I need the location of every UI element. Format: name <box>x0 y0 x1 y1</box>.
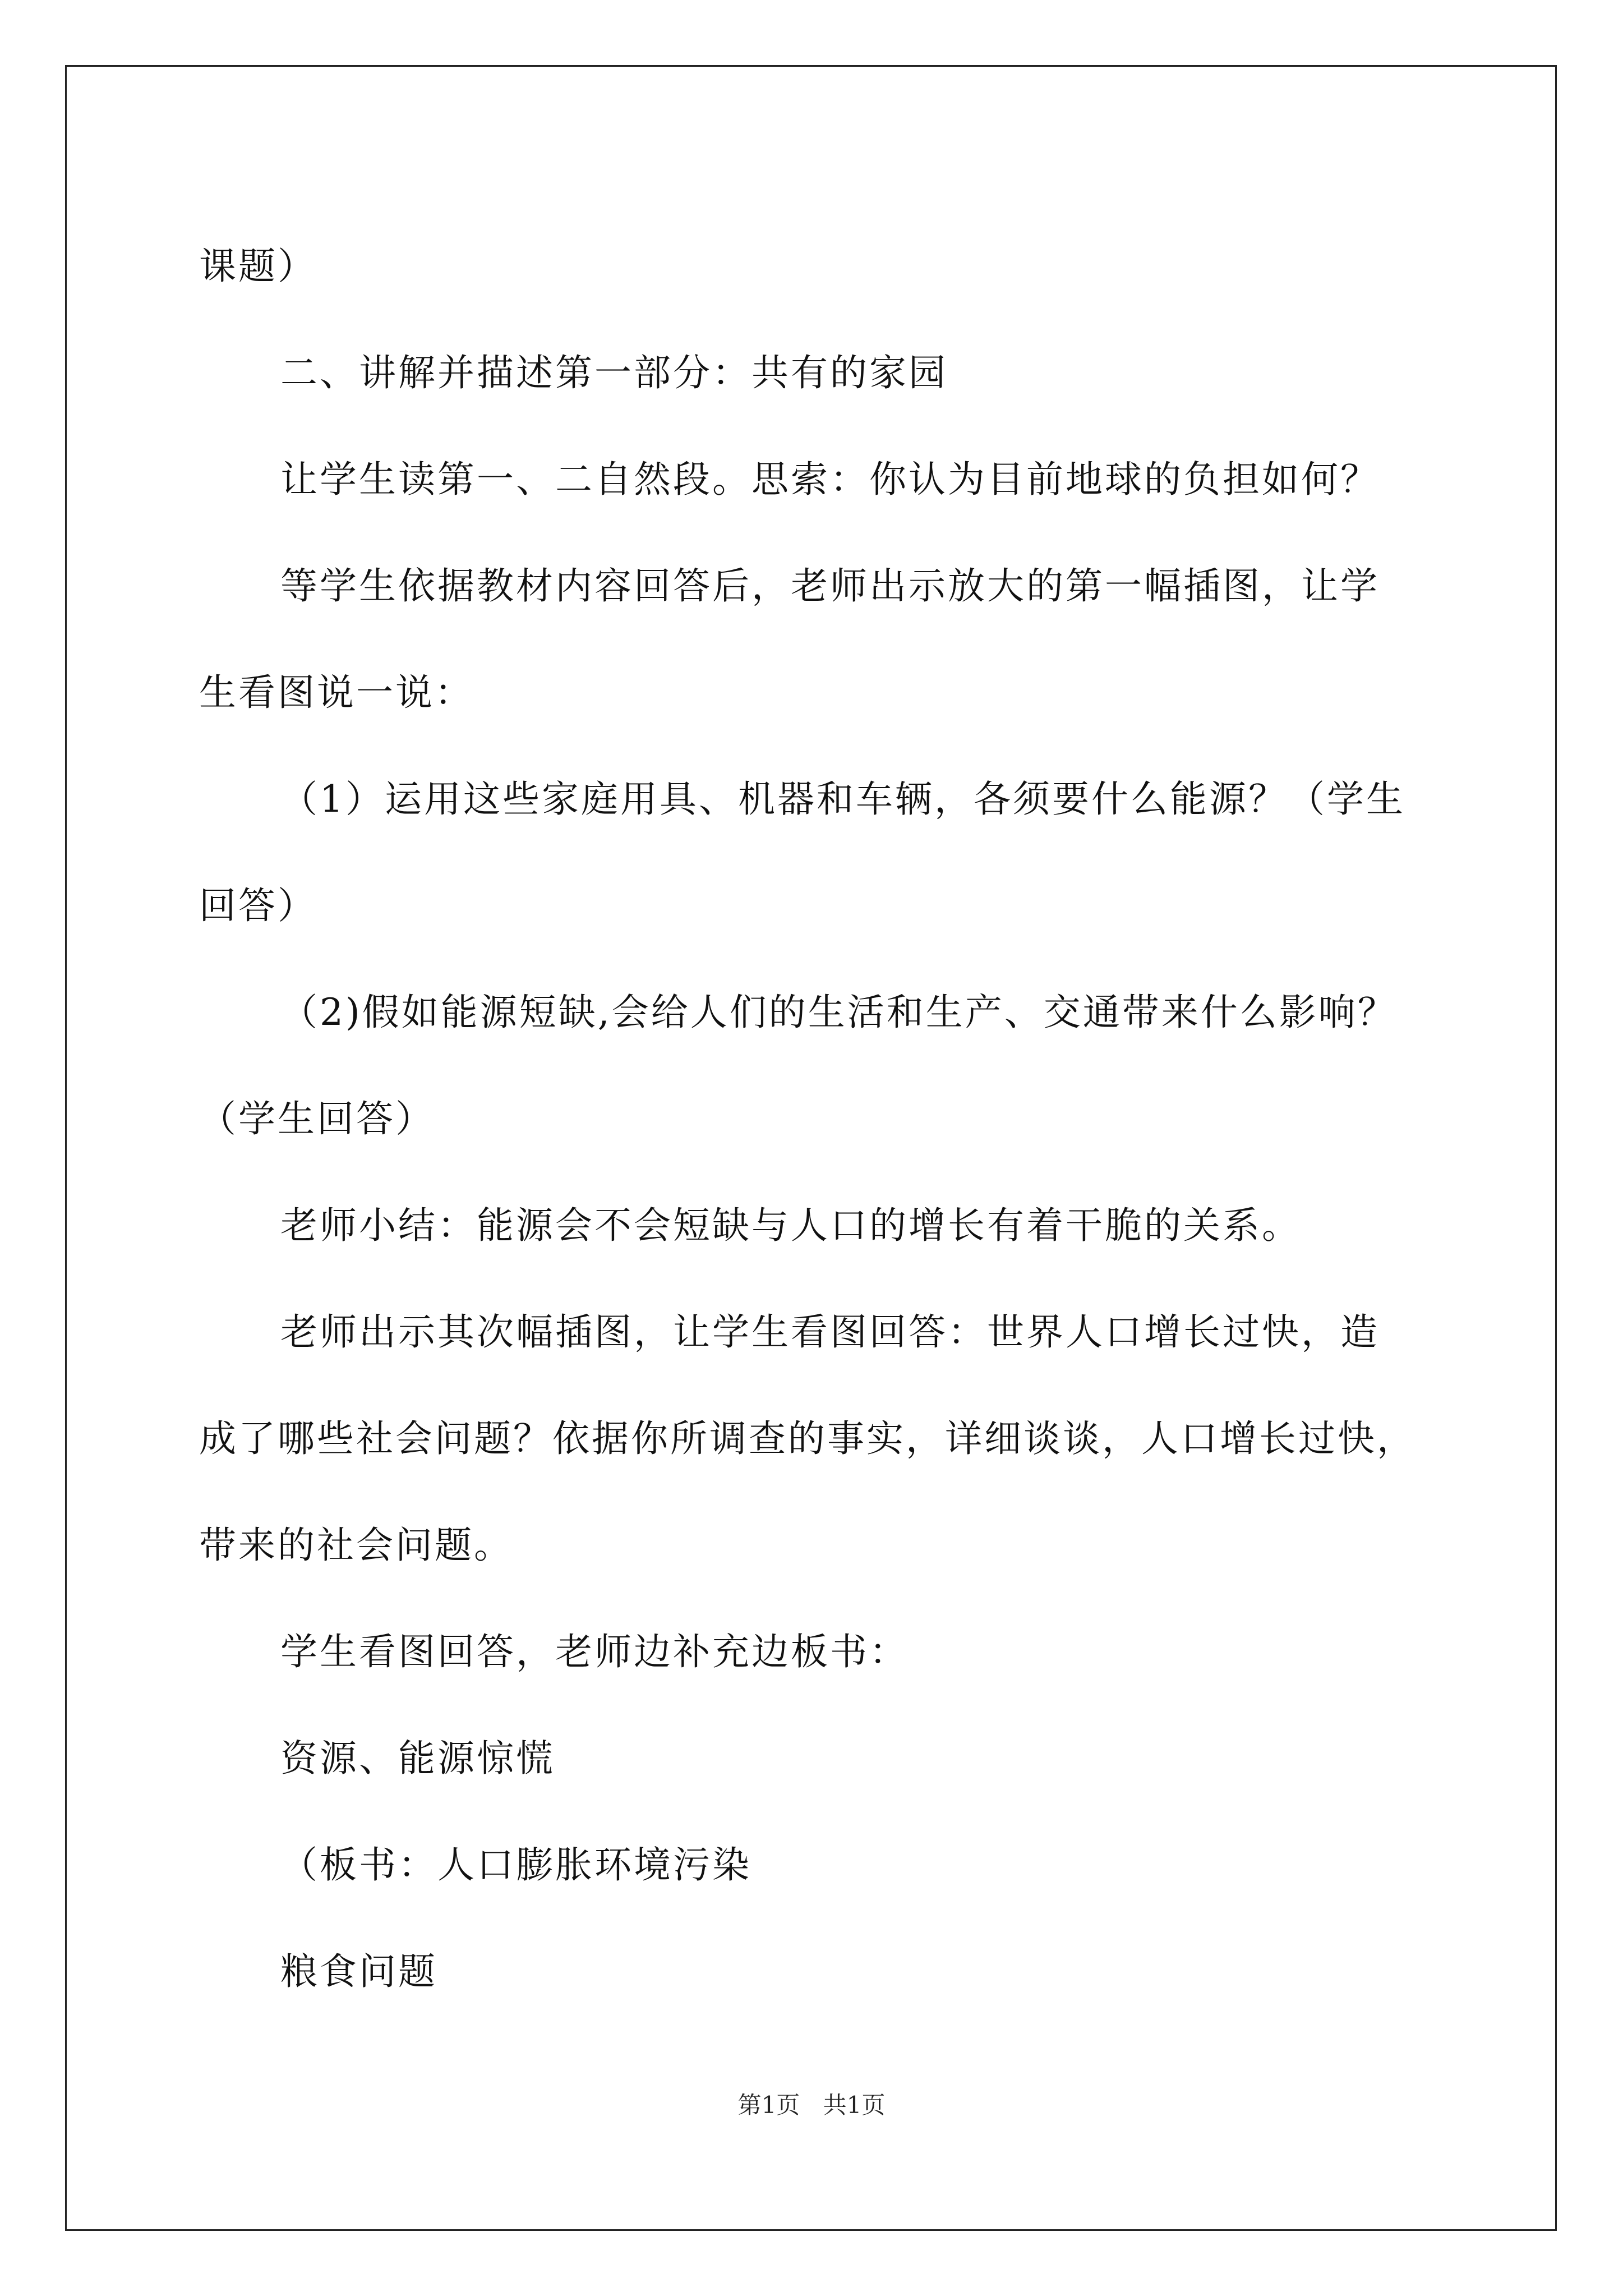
paragraph-line: 粮食问题 <box>280 1950 437 1993</box>
paragraph-line: 回答） <box>199 884 317 927</box>
paragraph-line: 课题） <box>199 245 317 288</box>
paragraph-line: 带来的社会问题。 <box>199 1524 513 1567</box>
paragraph-line: （1）运用这些家庭用具、机器和车辆，各须要什么能源？（学生 <box>280 777 1405 821</box>
paragraph-line: 学生看图回答，老师边补充边板书： <box>280 1630 909 1673</box>
paragraph-line: 等学生依据教材内容回答后，老师出示放大的第一幅插图，让学 <box>280 564 1380 608</box>
paragraph-line: （板书：人口膨胀环境污染 <box>280 1843 751 1887</box>
paragraph-line: （学生回答） <box>199 1097 435 1140</box>
paragraph-line: 资源、能源惊慌 <box>280 1737 555 1780</box>
page-footer <box>0 2087 1623 2120</box>
paragraph-line: （2)假如能源短缺,会给人们的生活和生产、交通带来什么影响？ <box>280 991 1397 1034</box>
paragraph-line: 二、讲解并描述第一部分：共有的家园 <box>280 351 948 394</box>
page-number: 第1页 <box>737 2091 800 2119</box>
page-total: 共1页 <box>823 2091 886 2119</box>
paragraph-line: 成了哪些社会问题？依据你所调查的事实，详细谈谈，人口增长过快， <box>199 1417 1416 1460</box>
paragraph-line: 老师出示其次幅插图，让学生看图回答：世界人口增长过快，造 <box>280 1310 1380 1354</box>
paragraph-line: 老师小结：能源会不会短缺与人口的增长有着干脆的关系。 <box>280 1204 1301 1247</box>
paragraph-line: 生看图说一说： <box>199 671 474 714</box>
paragraph-line: 让学生读第一、二自然段。思索：你认为目前地球的负担如何？ <box>280 458 1380 501</box>
